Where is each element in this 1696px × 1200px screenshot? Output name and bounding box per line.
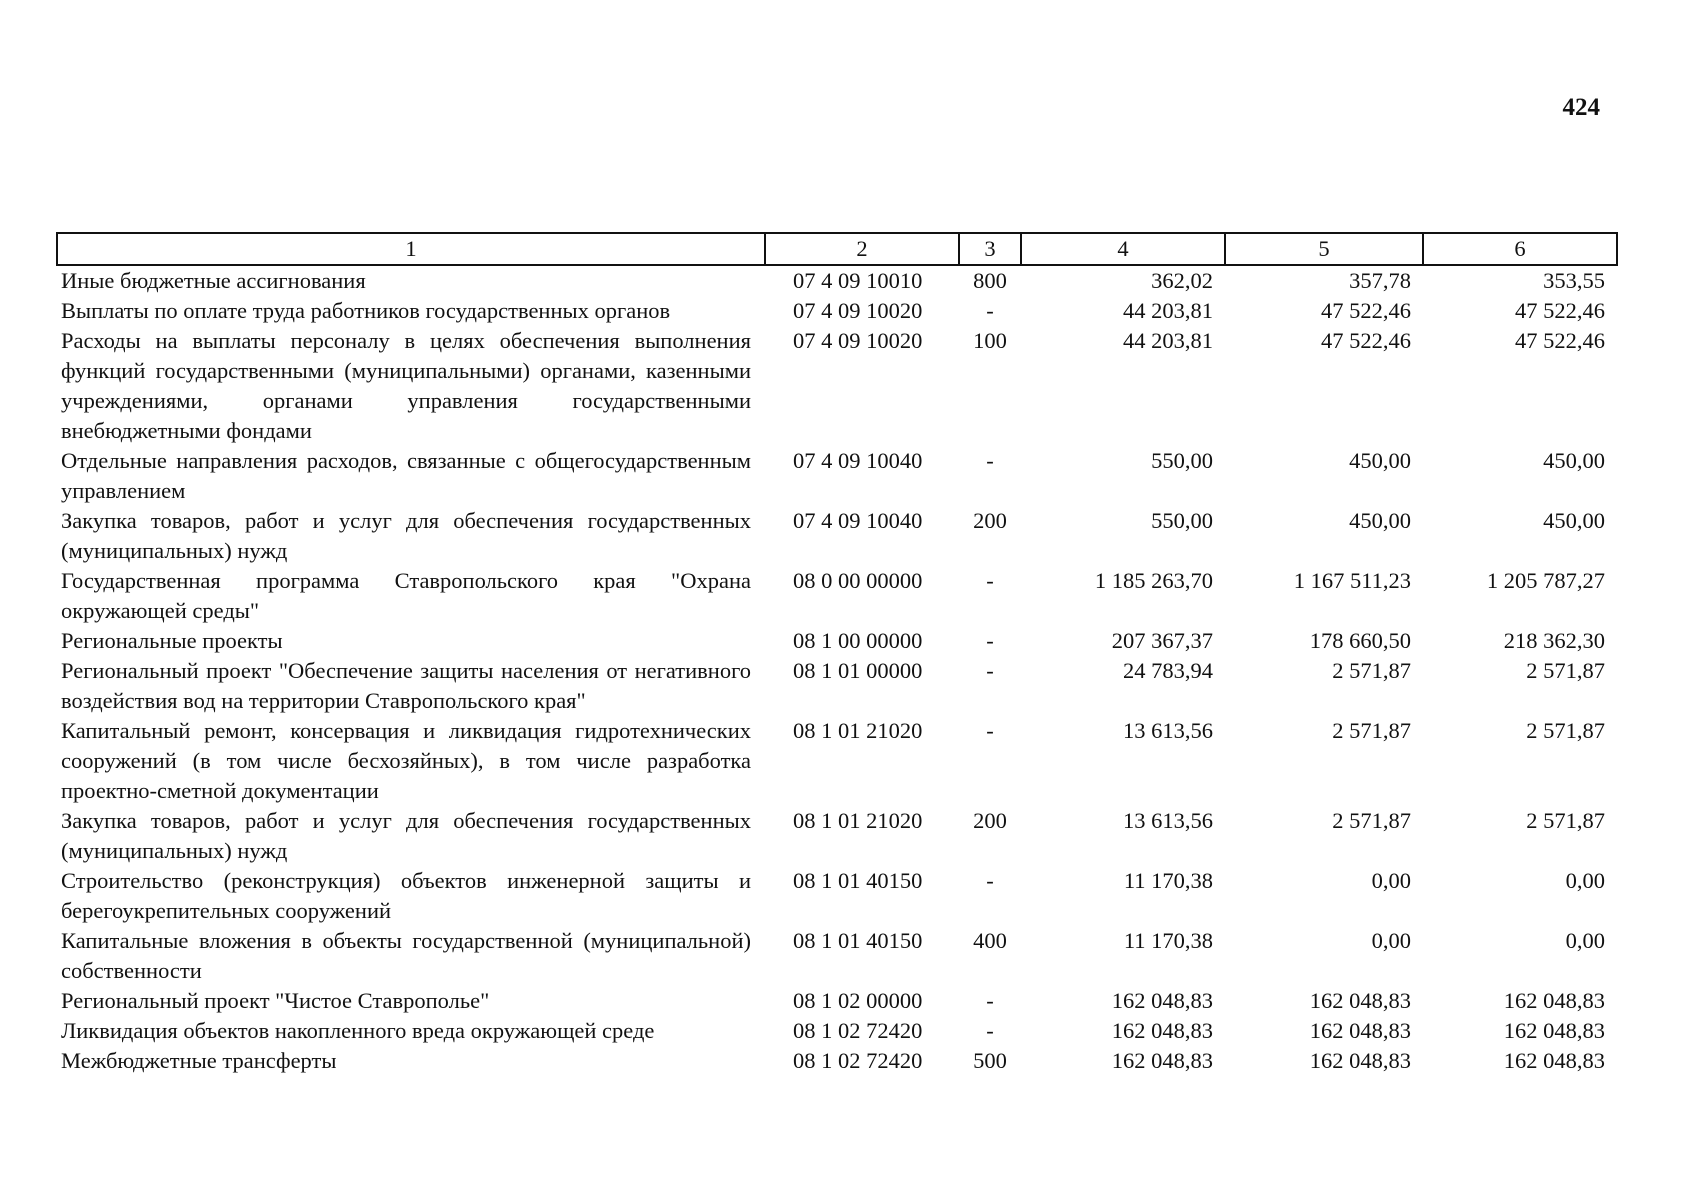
row-value-col5-cell: 162 048,83 xyxy=(1309,1018,1411,1043)
table-row xyxy=(57,446,1617,506)
row-name-cell: Иные бюджетные ассигнования xyxy=(61,268,366,293)
row-value-col6-cell: 450,00 xyxy=(1543,448,1605,473)
row-value-col4-cell: 550,00 xyxy=(1151,448,1213,473)
header-row xyxy=(57,233,1617,265)
row-type-cell: - xyxy=(986,568,994,593)
row-name-cell: Строительство (реконструкция) объектов инженерной защиты и берегоукрепительных сооружений xyxy=(61,868,751,923)
row-value-col4-cell: 1 185 263,70 xyxy=(1094,568,1213,593)
row-name-cell: Региональный проект "Обеспечение защиты населения от негативного воздействия вод на территории Ставропольского края" xyxy=(61,658,751,713)
row-value-col5-cell: 162 048,83 xyxy=(1309,988,1411,1013)
row-value-col5-cell: 357,78 xyxy=(1349,268,1411,293)
row-type-cell: 500 xyxy=(973,1048,1007,1073)
row-value-col4-cell: 24 783,94 xyxy=(1123,658,1213,683)
row-value-col5-cell: 0,00 xyxy=(1371,868,1411,893)
row-type-cell: - xyxy=(986,988,994,1013)
row-type-cell: - xyxy=(986,448,994,473)
table-row xyxy=(57,1046,1617,1076)
table-row xyxy=(57,716,1617,806)
row-name-cell: Государственная программа Ставропольского края "Охрана окружающей среды" xyxy=(61,568,751,623)
row-code-cell: 08 1 01 21020 xyxy=(793,718,923,743)
row-type-cell: 200 xyxy=(973,508,1007,533)
row-name-cell: Расходы на выплаты персоналу в целях обеспечения выполнения функций государственными (муниципальными) органами, казенными учреждениями, органами управления государственными внебюджетными фондами xyxy=(61,328,751,443)
table-row xyxy=(57,866,1617,926)
row-value-col6-cell: 2 571,87 xyxy=(1526,718,1605,743)
table-row xyxy=(57,265,1617,296)
table-body xyxy=(57,265,1617,1076)
row-value-col6-cell: 162 048,83 xyxy=(1503,1018,1605,1043)
row-type-cell: - xyxy=(986,658,994,683)
row-code-cell: 08 1 02 00000 xyxy=(793,988,923,1013)
row-value-col5-cell: 0,00 xyxy=(1371,928,1411,953)
table-row xyxy=(57,926,1617,986)
row-name-cell: Капитальные вложения в объекты государственной (муниципальной) собственности xyxy=(61,928,751,983)
row-value-col4-cell: 162 048,83 xyxy=(1111,1018,1213,1043)
table-row xyxy=(57,626,1617,656)
row-code-cell: 08 1 01 40150 xyxy=(793,928,923,953)
row-value-col6-cell: 353,55 xyxy=(1543,268,1605,293)
row-value-col5-cell: 2 571,87 xyxy=(1332,808,1411,833)
page-number: 424 xyxy=(1562,94,1600,121)
column-header: 6 xyxy=(1423,233,1617,265)
row-value-col4-cell: 11 170,38 xyxy=(1123,928,1213,953)
row-value-col5-cell: 47 522,46 xyxy=(1321,328,1411,353)
row-type-cell: - xyxy=(986,718,994,743)
row-value-col6-cell: 47 522,46 xyxy=(1515,298,1605,323)
row-code-cell: 07 4 09 10020 xyxy=(793,298,923,323)
row-type-cell: - xyxy=(986,1018,994,1043)
row-value-col6-cell: 0,00 xyxy=(1565,928,1605,953)
column-header: 5 xyxy=(1225,233,1423,265)
row-value-col6-cell: 2 571,87 xyxy=(1526,808,1605,833)
row-value-col4-cell: 362,02 xyxy=(1151,268,1213,293)
row-code-cell: 08 1 02 72420 xyxy=(793,1018,923,1043)
budget-table xyxy=(56,232,1618,1076)
column-header: 4 xyxy=(1021,233,1225,265)
column-header: 2 xyxy=(765,233,959,265)
table-header xyxy=(57,233,1617,265)
row-name-cell: Межбюджетные трансферты xyxy=(61,1048,337,1073)
row-value-col4-cell: 44 203,81 xyxy=(1123,328,1213,353)
row-code-cell: 07 4 09 10010 xyxy=(793,268,923,293)
table-row xyxy=(57,296,1617,326)
row-name-cell: Региональный проект "Чистое Ставрополье" xyxy=(61,988,490,1013)
row-value-col5-cell: 2 571,87 xyxy=(1332,658,1411,683)
table-row xyxy=(57,506,1617,566)
row-value-col5-cell: 1 167 511,23 xyxy=(1293,568,1411,593)
column-header: 3 xyxy=(959,233,1021,265)
row-value-col6-cell: 47 522,46 xyxy=(1515,328,1605,353)
row-value-col4-cell: 162 048,83 xyxy=(1111,988,1213,1013)
row-value-col5-cell: 450,00 xyxy=(1349,508,1411,533)
table-row xyxy=(57,566,1617,626)
table-row xyxy=(57,656,1617,716)
table-row xyxy=(57,1016,1617,1046)
row-type-cell: - xyxy=(986,628,994,653)
row-type-cell: - xyxy=(986,868,994,893)
row-code-cell: 07 4 09 10040 xyxy=(793,448,923,473)
row-value-col4-cell: 550,00 xyxy=(1151,508,1213,533)
table-row xyxy=(57,326,1617,446)
row-value-col4-cell: 13 613,56 xyxy=(1123,808,1213,833)
column-header: 1 xyxy=(57,233,765,265)
row-code-cell: 08 1 01 40150 xyxy=(793,868,923,893)
row-name-cell: Закупка товаров, работ и услуг для обеспечения государственных (муниципальных) нужд xyxy=(61,808,751,863)
row-value-col4-cell: 13 613,56 xyxy=(1123,718,1213,743)
row-value-col4-cell: 44 203,81 xyxy=(1123,298,1213,323)
row-value-col6-cell: 162 048,83 xyxy=(1503,988,1605,1013)
row-type-cell: 200 xyxy=(973,808,1007,833)
row-name-cell: Региональные проекты xyxy=(61,628,283,653)
row-value-col4-cell: 207 367,37 xyxy=(1111,628,1213,653)
row-name-cell: Капитальный ремонт, консервация и ликвидация гидротехнических сооружений (в том числе бесхозяйных), в том числе разработка проектно-сметной документации xyxy=(61,718,751,803)
row-code-cell: 07 4 09 10020 xyxy=(793,328,923,353)
row-code-cell: 08 1 00 00000 xyxy=(793,628,923,653)
row-value-col6-cell: 1 205 787,27 xyxy=(1486,568,1605,593)
table-row xyxy=(57,986,1617,1016)
row-value-col6-cell: 0,00 xyxy=(1565,868,1605,893)
row-type-cell: 100 xyxy=(973,328,1007,353)
row-value-col6-cell: 450,00 xyxy=(1543,508,1605,533)
row-value-col4-cell: 162 048,83 xyxy=(1111,1048,1213,1073)
row-value-col6-cell: 162 048,83 xyxy=(1503,1048,1605,1073)
row-value-col6-cell: 218 362,30 xyxy=(1503,628,1605,653)
row-name-cell: Закупка товаров, работ и услуг для обеспечения государственных (муниципальных) нужд xyxy=(61,508,751,563)
row-code-cell: 08 1 02 72420 xyxy=(793,1048,923,1073)
row-name-cell: Отдельные направления расходов, связанные с общегосударственным управлением xyxy=(61,448,751,503)
row-code-cell: 07 4 09 10040 xyxy=(793,508,923,533)
row-name-cell: Выплаты по оплате труда работников государственных органов xyxy=(61,298,671,323)
row-value-col5-cell: 47 522,46 xyxy=(1321,298,1411,323)
row-value-col5-cell: 450,00 xyxy=(1349,448,1411,473)
row-type-cell: 400 xyxy=(973,928,1007,953)
row-type-cell: 800 xyxy=(973,268,1007,293)
row-value-col4-cell: 11 170,38 xyxy=(1123,868,1213,893)
row-type-cell: - xyxy=(986,298,994,323)
row-value-col5-cell: 2 571,87 xyxy=(1332,718,1411,743)
row-code-cell: 08 1 01 00000 xyxy=(793,658,923,683)
table-row xyxy=(57,806,1617,866)
row-name-cell: Ликвидация объектов накопленного вреда окружающей среде xyxy=(61,1018,655,1043)
row-code-cell: 08 0 00 00000 xyxy=(793,568,923,593)
row-value-col6-cell: 2 571,87 xyxy=(1526,658,1605,683)
row-value-col5-cell: 178 660,50 xyxy=(1309,628,1411,653)
row-value-col5-cell: 162 048,83 xyxy=(1309,1048,1411,1073)
row-code-cell: 08 1 01 21020 xyxy=(793,808,923,833)
